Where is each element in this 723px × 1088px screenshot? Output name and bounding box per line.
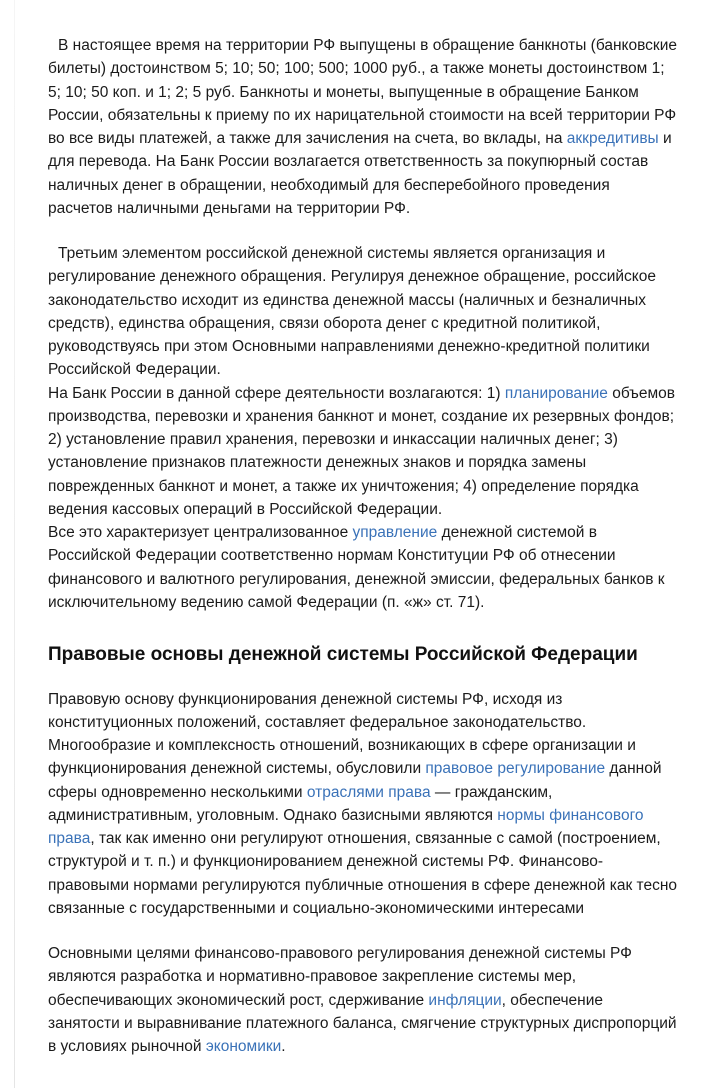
text-run: и для перевода. На Банк России возлагается ответственность за покупюрный состав наличных денег в обращении, необходимый для бесперебойного проведения расчетов наличными деньгами на территории РФ. xyxy=(48,130,672,217)
link-ekonomiki[interactable]: экономики xyxy=(205,1038,282,1056)
text-run: , обеспечение занятости и выравнивание платежного баланса, смягчение структурных диспропорций в условиях рыночной xyxy=(48,991,677,1056)
paragraph-third-element xyxy=(48,242,677,382)
text-run: Основными целями финансово-правового регулирования денежной системы РФ являются разработка и нормативно-правовое закрепление системы мер, обеспечивающих экономический рост, сдерживание xyxy=(48,945,632,1009)
link-planirovanie[interactable]: планирование xyxy=(504,384,608,402)
link-upravlenie[interactable]: управление xyxy=(352,524,438,541)
link-normy-finansovogo-prava[interactable]: нормы финансового права xyxy=(48,806,644,848)
link-inflyacii[interactable]: инфляции xyxy=(428,991,502,1009)
text-run: . xyxy=(281,1038,286,1056)
text-run: Третьим элементом российской денежной системы является организация и регулирование денежного обращения. Регулируя денежное обращение, российское законодательство исходит из единства денежной массы (наличных и безналичных средств), единства обращения, связи оборота денег с кредитной политикой, руководствуясь при этом Основными направлениями денежно-кредитной политики Российской Федерации. xyxy=(48,245,656,379)
paragraph-centralized-management xyxy=(48,521,677,614)
paragraph-bank-russia-duties xyxy=(48,382,677,522)
section-heading-legal-basis: Правовые основы денежной системы Российской Федерации xyxy=(48,644,638,665)
text-run: денежной системой в Российской Федерации соответственно нормам Конституции РФ об отнесении финансового и валютного регулирования, денежной эмиссии, федеральных банков к исключительному ведению самой Федерации (п. «ж» ст. 71). xyxy=(48,524,665,611)
link-pravovoe-regulirovanie[interactable]: правовое регулирование xyxy=(425,760,606,778)
link-otrasli-prava[interactable]: отраслями права xyxy=(306,783,431,801)
text-run: Все это характеризует централизованное xyxy=(48,524,353,541)
paragraph-banknotes xyxy=(48,34,677,220)
paragraph-goals xyxy=(48,942,677,1058)
text-run: , так как именно они регулируют отношения, связанные с самой (построением, структурой и т. п.) и функционированием денежной системы РФ. Финансово-правовыми нормами регулируются публичные отношения в сфере денежной как тесно связанные с государственными и социально-экономическими интересами xyxy=(48,830,678,917)
link-akkreditivy[interactable]: аккредитивы xyxy=(566,130,659,147)
text-run: В настоящее время на территории РФ выпущены в обращение банкноты (банковские билеты) достоинством 5; 10; 50; 100; 500; 1000 руб., а также монеты достоинством 1; 5; 10; 50 коп. и 1; 2; 5 руб. Банкноты и монеты, выпущенные в обращение Банком России, обязательны к приему по их нарицательной стоимости на всей территории РФ во все виды платежей, а также для зачисления на счета, во вклады, на xyxy=(48,37,677,147)
text-run: — гражданским, административным, уголовным. Однако базисными являются xyxy=(48,783,553,824)
text-run: объемов производства, перевозки и хранения банкнот и монет, создание их резервных фондов; 2) установление правил хранения, перевозки и инкассации наличных денег; 3) установление признаков платежности денежных знаков и порядка замены поврежденных банкнот и монет, а также их уничтожения; 4) определение порядка ведения кассовых операций в Российской Федерации. xyxy=(48,384,675,518)
text-run: Правовую основу функционирования денежной системы РФ, исходя из конституционных положений, составляет федеральное законодательство. Многообразие и комплексность отношений, возникающих в сфере организации и функционирования денежной системы, обусловили xyxy=(48,690,636,778)
text-run: данной сферы одновременно несколькими xyxy=(48,760,662,801)
text-run: На Банк России в данной сфере деятельности возлагаются: 1) xyxy=(48,384,505,402)
paragraph-legal-basis xyxy=(48,688,677,921)
